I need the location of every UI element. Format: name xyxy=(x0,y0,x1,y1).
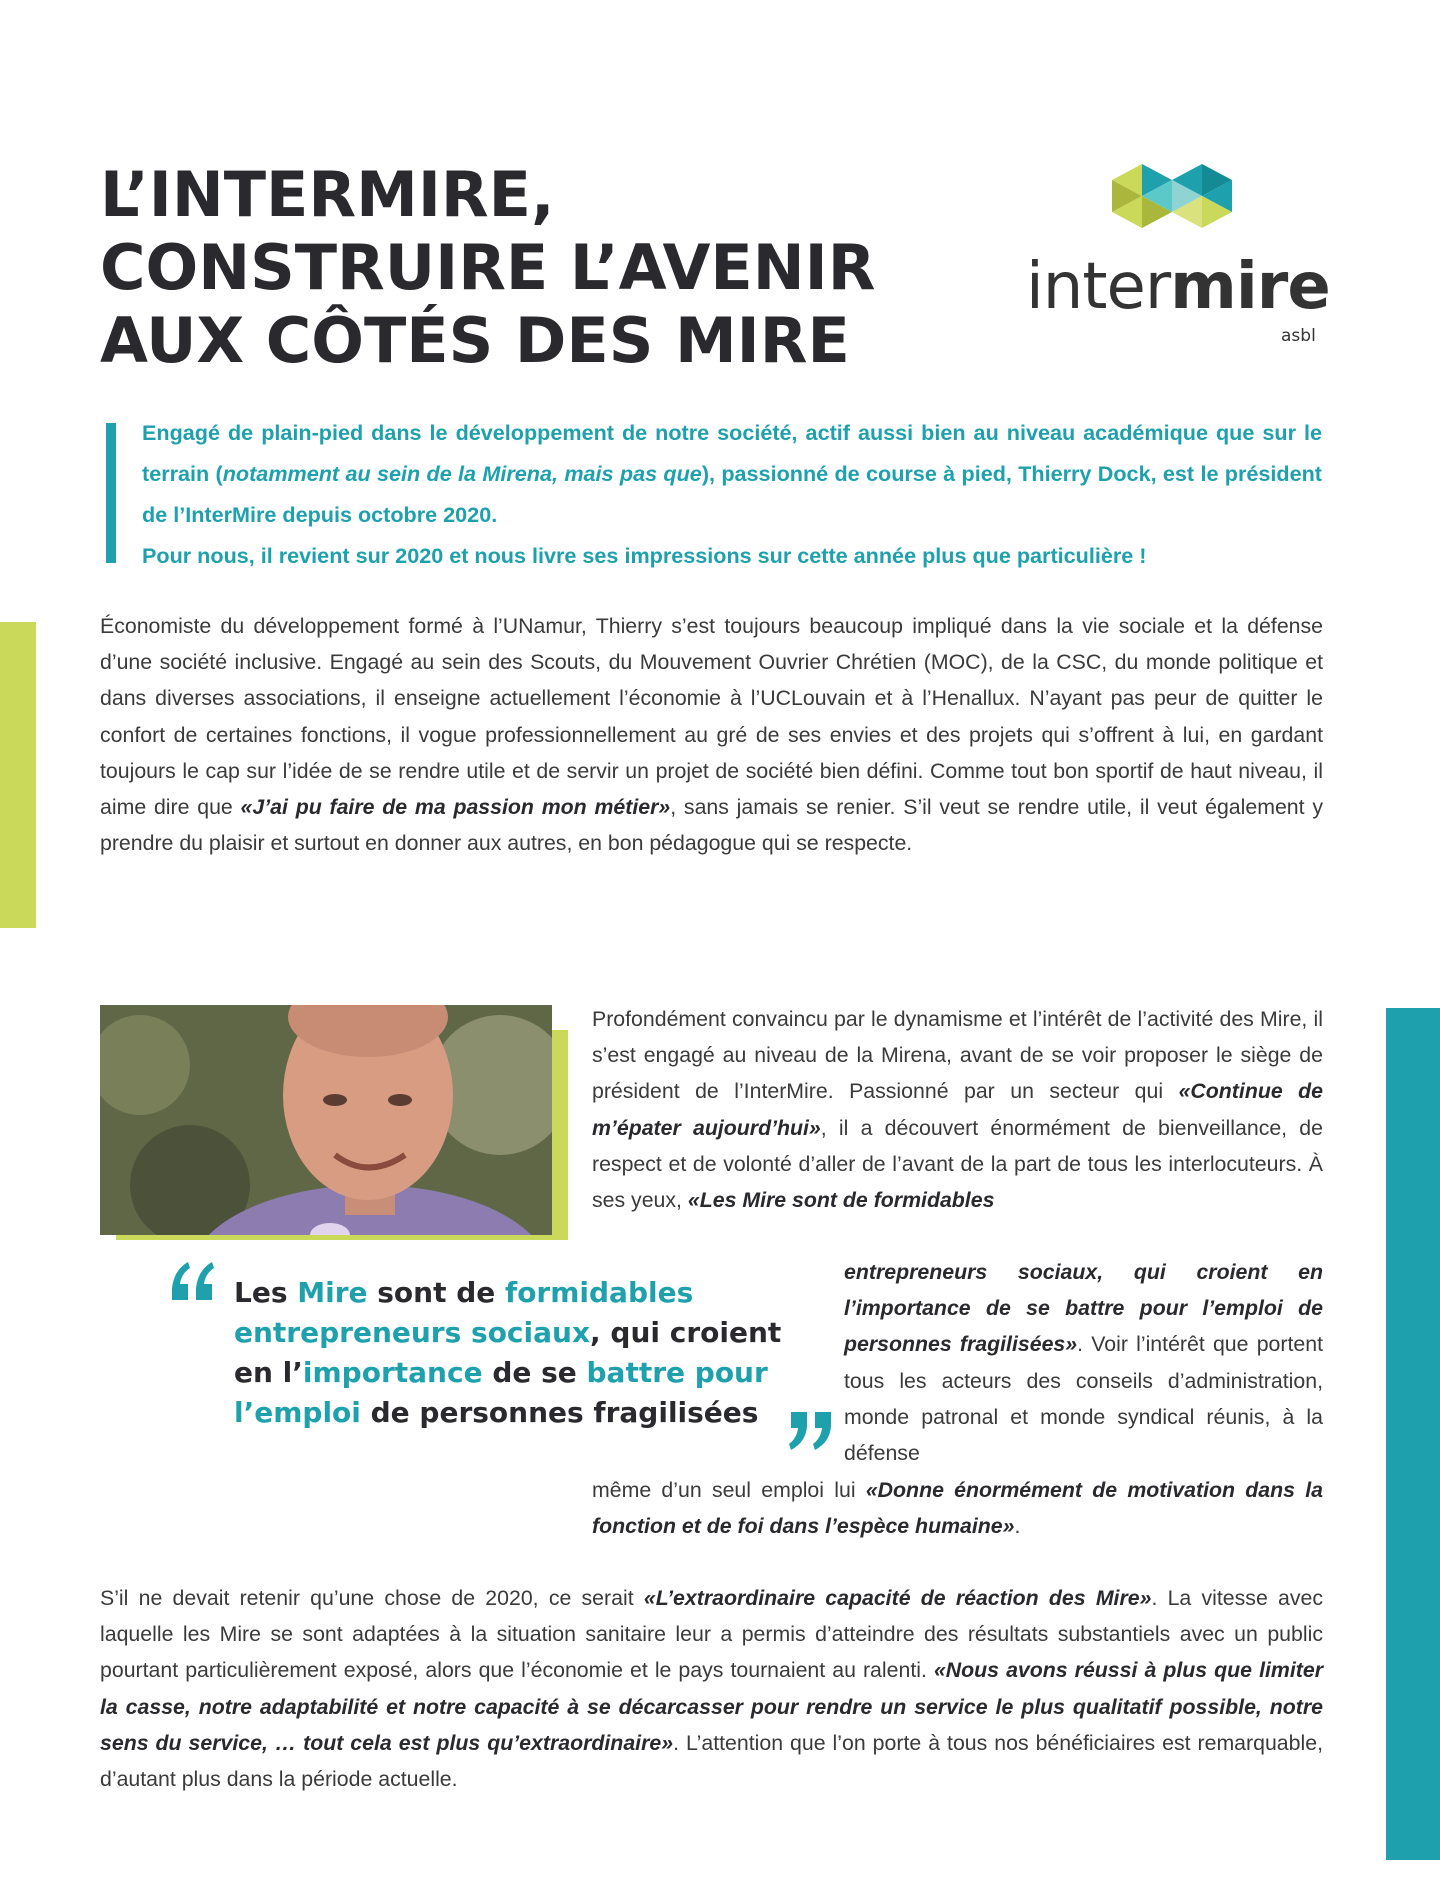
p1-quote: «J’ai pu faire de ma passion mon métier» xyxy=(240,795,671,820)
paragraph-3 xyxy=(844,1254,1323,1471)
title-line-2: CONSTRUIRE L’AVENIR xyxy=(100,231,876,304)
quote-open-icon xyxy=(168,1256,218,1304)
p5-text-a: S’il ne devait retenir qu’une chose de 2020, ce serait xyxy=(100,1586,644,1610)
p3-text: . Voir l’intérêt que portent tous les acteurs des conseils d’administration, monde patronal et monde syndical réunis, à la défense xyxy=(844,1332,1323,1466)
p1-text-a: Économiste du développement formé à l’UNamur, Thierry s’est toujours beaucoup impliqué dans la vie sociale et la défense d’une société inclusive. Engagé au sein des Scouts, du Mouvement Ouvrier Chrétien (MOC), de la CSC, du monde politique et dans diverses associations, il enseigne actuellement l’économie à l’UCLouvain et à l’Henallux. N’ayant pas peur de quitter le confort de certaines fonctions, il vogue professionnellement au gré de ses envies et des projets qui s’offrent à lui, en gardant toujours le cap sur l’idée de se rendre utile et de servir un projet de société bien défini. Comme tout bon sportif de haut niveau, il aime dire que xyxy=(100,614,1323,820)
intro-line-2: Pour nous, il revient sur 2020 et nous livre ses impressions sur cette année plus que particulière ! xyxy=(142,543,1147,568)
logo-wordmark xyxy=(1026,252,1330,322)
pq-text-5: de personnes fragilisées xyxy=(360,1396,759,1429)
pq-highlight-4: battre pour l’emploi xyxy=(234,1356,768,1429)
paragraph-4 xyxy=(592,1472,1323,1544)
page-title xyxy=(100,158,875,377)
paragraph-2 xyxy=(592,1001,1323,1218)
intro-text-a: Engagé de plain-pied dans le développement de notre société, actif aussi bien au niveau académique que sur le terrain ( xyxy=(142,420,1322,486)
p4-text-a: même d’un seul emploi lui xyxy=(592,1478,866,1502)
pq-text-1: Les xyxy=(234,1276,298,1309)
pull-quote xyxy=(234,1273,804,1433)
pq-highlight-3: importance xyxy=(302,1356,483,1389)
pq-text-2: sont de xyxy=(367,1276,506,1309)
logo-word-inter: inter xyxy=(1026,250,1171,324)
pq-text-3: , qui croient en l’ xyxy=(234,1316,782,1389)
p2-quote-2: «Les Mire sont de formidables xyxy=(687,1188,995,1213)
p2-text-a: Profondément convaincu par le dynamisme et l’intérêt de l’activité des Mire, il s’est engagé au niveau de la Mirena, avant de se voir proposer le siège de président de l’InterMire. Passionné par un secteur qui xyxy=(592,1007,1323,1104)
intro-text-italic: notamment au sein de la Mirena, mais pas que xyxy=(222,461,702,486)
p5-quote-2: «Nous avons réussi à plus que limiter la casse, notre adaptabilité et notre capacité à se décarcasser pour rendre un service le plus qualitatif possible, notre sens du service, … tout cela est plus qu’extraordinaire» xyxy=(100,1658,1323,1755)
portrait-illustration xyxy=(100,1005,552,1235)
logo-mark-icon xyxy=(1112,160,1242,242)
quote-close-icon xyxy=(785,1408,835,1456)
intermire-logo xyxy=(1020,160,1330,350)
p3-quote: entrepreneurs sociaux, qui croient en l’importance de se battre pour l’emploi de personnes fragilisées» xyxy=(844,1260,1323,1357)
p1-text-b: , sans jamais se renier. S’il veut se rendre utile, il veut également y prendre du plaisir et surtout en donner aux autres, en bon pédagogue qui se respecte. xyxy=(100,795,1323,856)
intro-line-1 xyxy=(142,412,1322,535)
pq-text-4: de se xyxy=(482,1356,587,1389)
paragraph-1 xyxy=(100,608,1323,861)
right-accent-bar xyxy=(1386,1008,1440,1860)
portrait-photo xyxy=(100,1005,552,1235)
pq-highlight-2: formidables entrepreneurs sociaux xyxy=(234,1276,694,1349)
p2-quote-1: «Continue de m’épater aujourd’hui» xyxy=(592,1079,1323,1140)
title-line-1: L’INTERMIRE, xyxy=(100,158,555,231)
p4-text-b: . xyxy=(1014,1514,1021,1539)
p4-quote: «Donne énormément de motivation dans la fonction et de foi dans l’espèce humaine» xyxy=(592,1478,1323,1539)
p5-text-c: . L’attention que l’on porte à tous nos bénéficiaires est remarquable, d’autant plus dans la période actuelle. xyxy=(100,1730,1323,1792)
pq-highlight-1: Mire xyxy=(297,1276,368,1309)
p5-text-b: . La vitesse avec laquelle les Mire se sont adaptées à la situation sanitaire leur a permis d’atteindre des résultats substantiels avec un public pourtant particulièrement exposé, alors que l’économie et le pays tournaient au ralenti. xyxy=(100,1586,1323,1683)
intro-accent-bar xyxy=(106,423,116,563)
intro-text-b: ), passionné de course à pied, Thierry Dock, est le président de l’InterMire depuis octobre 2020. xyxy=(142,461,1322,527)
p2-text-b: , il a découvert énormément de bienveillance, de respect et de volonté d’aller de l’avant de la part de tous les interlocuteurs. À ses yeux, xyxy=(592,1115,1323,1213)
paragraph-5 xyxy=(100,1580,1323,1797)
left-accent-bar xyxy=(0,622,36,928)
intro-paragraph xyxy=(142,412,1322,576)
p5-quote-1: «L’extraordinaire capacité de réaction des Mire» xyxy=(643,1586,1152,1610)
logo-asbl: asbl xyxy=(1281,326,1316,346)
logo-word-mire: mire xyxy=(1170,250,1330,324)
title-line-3: AUX CÔTÉS DES MIRE xyxy=(100,304,850,377)
